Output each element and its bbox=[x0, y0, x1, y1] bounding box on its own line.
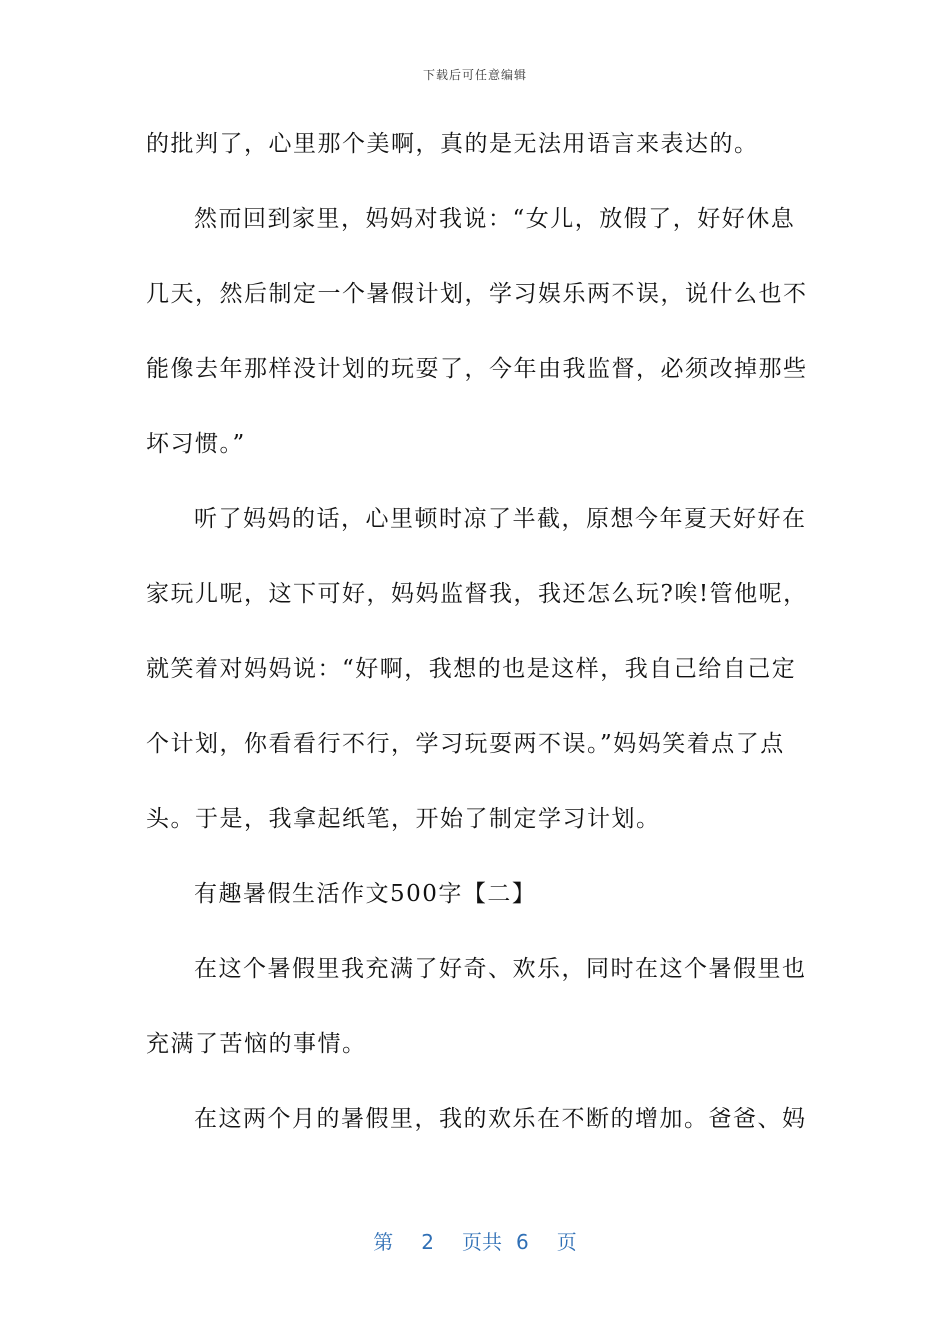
paragraph-first-line: 然而回到家里，妈妈对我说：“女儿，放假了，好好休息 bbox=[194, 206, 796, 232]
paragraph-first-line: 在这个暑假里我充满了好奇、欢乐，同时在这个暑假里也 bbox=[194, 956, 807, 982]
text-line: 能像去年那样没计划的玩耍了，今年由我监督，必须改掉那些 bbox=[146, 356, 808, 382]
footer-page-number: 2 bbox=[421, 1230, 434, 1254]
page-footer bbox=[0, 1226, 950, 1255]
text-line: 的批判了，心里那个美啊，真的是无法用语言来表达的。 bbox=[146, 131, 759, 157]
footer-suffix: 页 bbox=[556, 1230, 577, 1254]
footer-prefix: 第 bbox=[373, 1230, 394, 1254]
text-line: 就笑着对妈妈说：“好啊，我想的也是这样，我自己给自己定 bbox=[146, 656, 797, 682]
text-line: 坏习惯。” bbox=[146, 431, 246, 457]
text-line: 头。于是，我拿起纸笔，开始了制定学习计划。 bbox=[146, 806, 661, 832]
text-line: 几天，然后制定一个暑假计划，学习娱乐两不误，说什么也不 bbox=[146, 281, 808, 307]
text-line: 充满了苦恼的事情。 bbox=[146, 1031, 367, 1057]
text-line: 个计划，你看看行不行，学习玩耍两不误。”妈妈笑着点了点 bbox=[146, 731, 785, 757]
footer-total-pages: 6 bbox=[516, 1230, 529, 1254]
paragraph-first-line: 听了妈妈的话，心里顿时凉了半截，原想今年夏天好好在 bbox=[194, 506, 807, 532]
text-line: 家玩儿呢，这下可好，妈妈监督我，我还怎么玩?唉!管他呢， bbox=[146, 581, 808, 607]
page-header: 下载后可任意编辑 bbox=[422, 68, 527, 82]
section-heading: 有趣暑假生活作文500字【二】 bbox=[194, 881, 537, 907]
footer-middle: 页共 bbox=[462, 1230, 502, 1254]
paragraph-first-line: 在这两个月的暑假里，我的欢乐在不断的增加。爸爸、妈 bbox=[194, 1106, 807, 1132]
